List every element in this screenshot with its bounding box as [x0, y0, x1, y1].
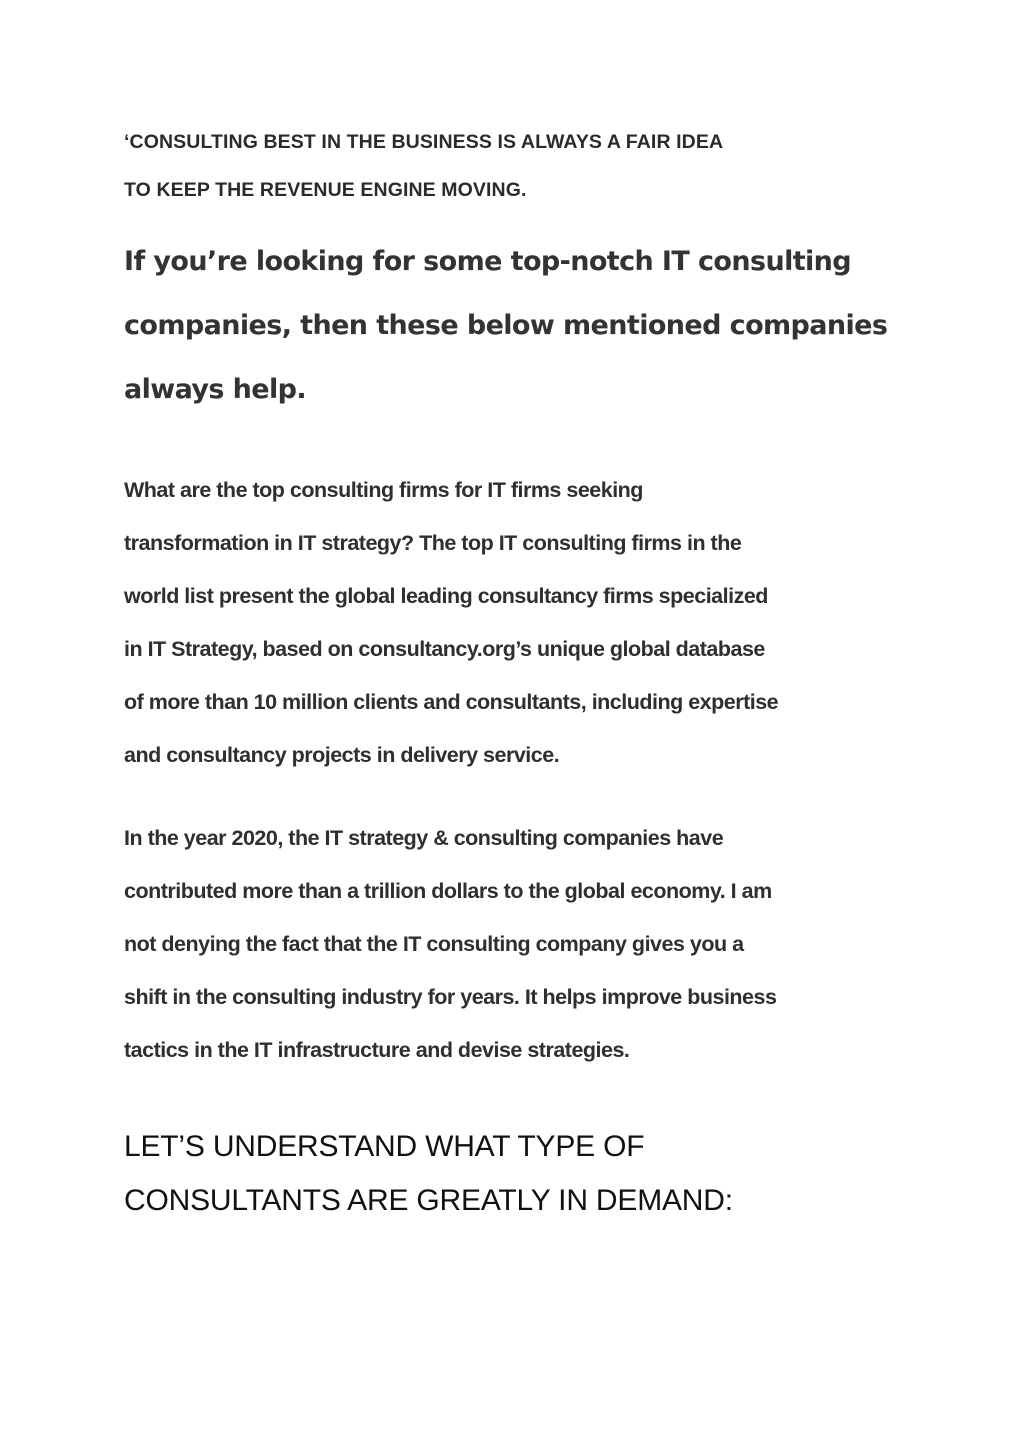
paragraph-line: in IT Strategy, based on consultancy.org’s unique global database: [124, 637, 765, 661]
paragraph-line: not denying the fact that the IT consulting company gives you a: [124, 932, 744, 956]
paragraph-top-consulting-firms: [124, 464, 904, 782]
lead-heading: [124, 230, 904, 422]
paragraph-line: What are the top consulting firms for IT firms seeking: [124, 478, 643, 502]
kicker-line: TO KEEP THE REVENUE ENGINE MOVING.: [124, 179, 527, 201]
paragraph-line: of more than 10 million clients and consultants, including expertise: [124, 690, 779, 714]
paragraph-year-2020: [124, 812, 904, 1077]
paragraph-line: In the year 2020, the IT strategy & consulting companies have: [124, 826, 724, 850]
paragraph-line: and consultancy projects in delivery service.: [124, 743, 560, 767]
paragraph-line: tactics in the IT infrastructure and devise strategies.: [124, 1038, 630, 1062]
paragraph-line: shift in the consulting industry for years. It helps improve business: [124, 985, 777, 1009]
lead-line: companies, then these below mentioned companies: [124, 310, 888, 341]
paragraph-line: world list present the global leading consultancy firms specialized: [124, 584, 768, 608]
kicker-heading: [124, 118, 904, 214]
paragraph-line: contributed more than a trillion dollars to the global economy. I am: [124, 879, 772, 903]
section-heading: [124, 1120, 904, 1228]
lead-line: If you’re looking for some top-notch IT consulting: [124, 246, 852, 277]
section-heading-line: CONSULTANTS ARE GREATLY IN DEMAND:: [124, 1184, 733, 1217]
paragraph-line: transformation in IT strategy? The top IT consulting firms in the: [124, 531, 742, 555]
lead-line: always help.: [124, 374, 307, 405]
kicker-line: ‘CONSULTING BEST IN THE BUSINESS IS ALWAYS A FAIR IDEA: [124, 131, 724, 153]
section-heading-line: LET’S UNDERSTAND WHAT TYPE OF: [124, 1130, 645, 1163]
